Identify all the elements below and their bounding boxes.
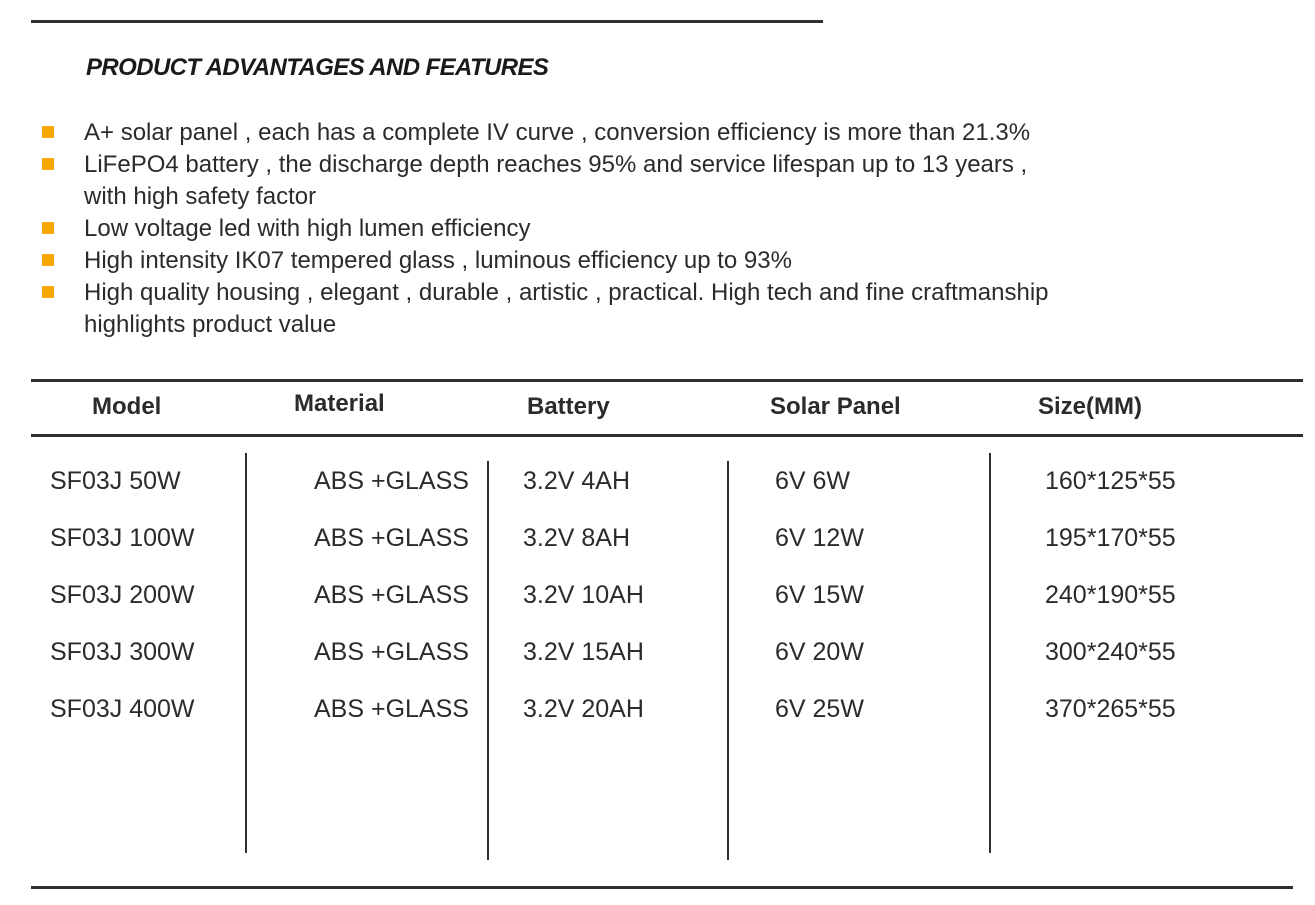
cell-solar-panel: 6V 12W <box>775 524 864 552</box>
table-header-top-rule <box>31 379 1303 382</box>
cell-solar-panel: 6V 25W <box>775 695 864 723</box>
cell-battery: 3.2V 20AH <box>523 695 644 723</box>
feature-item <box>40 213 1049 245</box>
square-bullet-icon <box>42 126 54 138</box>
cell-battery: 3.2V 15AH <box>523 638 644 666</box>
feature-text: LiFePO4 battery , the discharge depth reaches 95% and service lifespan up to 13 years , <box>84 151 1028 178</box>
square-bullet-icon <box>42 254 54 266</box>
cell-solar-panel: 6V 6W <box>775 467 851 495</box>
column-header-solar-panel: Solar Panel <box>770 393 901 420</box>
column-header-material: Material <box>294 390 385 417</box>
cell-size: 300*240*55 <box>1045 638 1176 666</box>
cell-material: ABS +GLASS <box>314 524 469 552</box>
feature-text: High quality housing , elegant , durable , artistic , practical. High tech and fine craftmanship <box>84 279 1049 306</box>
cell-solar-panel: 6V 15W <box>775 581 864 609</box>
cell-model: SF03J 200W <box>50 581 195 609</box>
cell-solar-panel: 6V 20W <box>775 638 864 666</box>
cell-size: 370*265*55 <box>1045 695 1176 723</box>
feature-text: A+ solar panel , each has a complete IV curve , conversion efficiency is more than 21.3% <box>84 119 1031 146</box>
feature-text: Low voltage led with high lumen efficiency <box>84 215 531 242</box>
cell-material: ABS +GLASS <box>314 467 469 495</box>
bottom-divider <box>31 886 1293 889</box>
cell-battery: 3.2V 4AH <box>523 467 631 495</box>
cell-material: ABS +GLASS <box>314 638 469 666</box>
feature-item <box>40 117 1049 149</box>
cell-size: 240*190*55 <box>1045 581 1176 609</box>
feature-text: High intensity IK07 tempered glass , luminous efficiency up to 93% <box>84 247 792 274</box>
square-bullet-icon <box>42 222 54 234</box>
column-header-model: Model <box>92 393 162 420</box>
table-row <box>0 576 1315 633</box>
cell-material: ABS +GLASS <box>314 695 469 723</box>
cell-material: ABS +GLASS <box>314 581 469 609</box>
feature-item <box>40 245 1049 277</box>
top-divider <box>31 20 823 23</box>
table-row <box>0 633 1315 690</box>
column-header-size: Size(MM) <box>1038 393 1142 420</box>
feature-text-continued: with high safety factor <box>84 183 317 210</box>
cell-size: 160*125*55 <box>1045 467 1176 495</box>
square-bullet-icon <box>42 286 54 298</box>
table-header-bottom-rule <box>31 434 1303 437</box>
feature-item <box>40 277 1049 341</box>
cell-model: SF03J 300W <box>50 638 195 666</box>
square-bullet-icon <box>42 158 54 170</box>
cell-model: SF03J 100W <box>50 524 195 552</box>
feature-list <box>40 117 1049 341</box>
feature-item <box>40 149 1049 213</box>
table-row <box>0 690 1315 747</box>
table-body <box>0 462 1315 747</box>
cell-battery: 3.2V 8AH <box>523 524 631 552</box>
cell-model: SF03J 400W <box>50 695 195 723</box>
table-row <box>0 462 1315 519</box>
section-title: PRODUCT ADVANTAGES AND FEATURES <box>86 54 549 81</box>
table-row <box>0 519 1315 576</box>
column-header-battery: Battery <box>527 393 610 420</box>
cell-battery: 3.2V 10AH <box>523 581 644 609</box>
feature-text-continued: highlights product value <box>84 311 337 338</box>
cell-size: 195*170*55 <box>1045 524 1176 552</box>
cell-model: SF03J 50W <box>50 467 181 495</box>
